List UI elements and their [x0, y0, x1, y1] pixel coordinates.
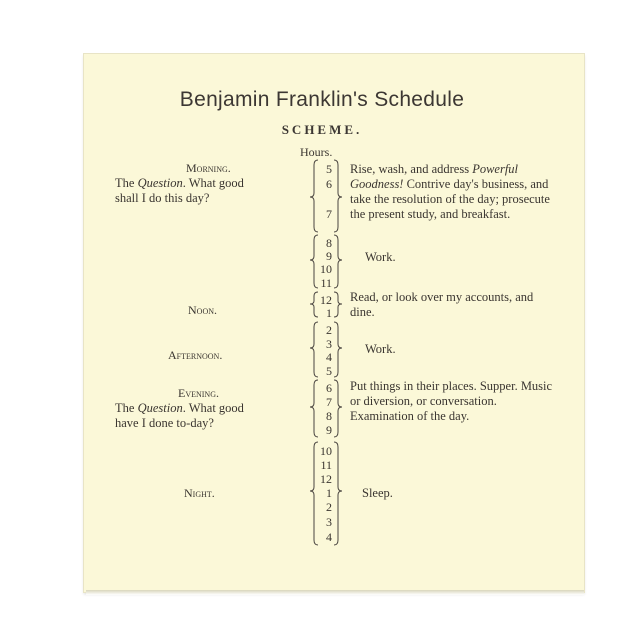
label-noon: Noon.	[188, 303, 217, 317]
evening-question-line2: have I done to-day?	[115, 416, 214, 430]
hour-work1-11: 11	[320, 276, 332, 290]
evening-question-line1: The Question. What good	[115, 401, 244, 415]
hour-noon-12: 12	[320, 293, 332, 307]
hour-afternoon-4: 4	[326, 350, 332, 364]
hour-evening-9: 9	[326, 423, 332, 437]
hour-afternoon-2: 2	[326, 323, 332, 337]
label-evening: Evening.	[178, 386, 219, 400]
activity-noon: Read, or look over my accounts, and dine.	[350, 290, 534, 319]
label-morning: Morning.	[186, 161, 231, 175]
activity-work-1: Work.	[365, 250, 396, 264]
label-night: Night.	[184, 486, 215, 500]
hour-work1-8: 8	[326, 236, 332, 250]
activity-night: Sleep.	[362, 486, 393, 500]
page-title: Benjamin Franklin's Schedule	[179, 88, 465, 111]
hour-evening-7: 7	[326, 395, 332, 409]
hour-night-3: 3	[326, 515, 332, 529]
hour-morning-6: 6	[326, 177, 332, 191]
hour-work1-9: 9	[326, 249, 332, 263]
hour-evening-8: 8	[326, 409, 332, 423]
hour-night-11: 11	[320, 458, 332, 472]
activity-evening: Put things in their places. Supper. Music or diversion, or conversation. Examination of the day.	[350, 379, 553, 423]
hour-night-12: 12	[320, 472, 332, 486]
hour-afternoon-3: 3	[326, 337, 332, 351]
activity-morning: Rise, wash, and address Powerful Goodness! Contrive day's business, and take the resolution of the day; prosecute the present study, and breakfast.	[350, 162, 550, 221]
hour-evening-6: 6	[326, 381, 332, 395]
hour-afternoon-5: 5	[326, 364, 332, 378]
hour-noon-1: 1	[326, 306, 332, 320]
hour-work1-10: 10	[320, 262, 332, 276]
morning-question-line1: The Question. What good	[115, 176, 244, 190]
scheme-heading: SCHEME.	[281, 122, 363, 137]
hour-night-4: 4	[326, 530, 332, 544]
activity-afternoon: Work.	[365, 342, 396, 356]
hour-night-2: 2	[326, 500, 332, 514]
label-afternoon: Afternoon.	[168, 348, 223, 362]
hour-night-10: 10	[320, 444, 332, 458]
morning-question-line2: shall I do this day?	[115, 191, 210, 205]
hour-morning-7: 7	[326, 207, 332, 221]
hour-morning-5: 5	[326, 162, 332, 176]
hour-night-1: 1	[326, 486, 332, 500]
hours-header: Hours.	[300, 145, 333, 159]
